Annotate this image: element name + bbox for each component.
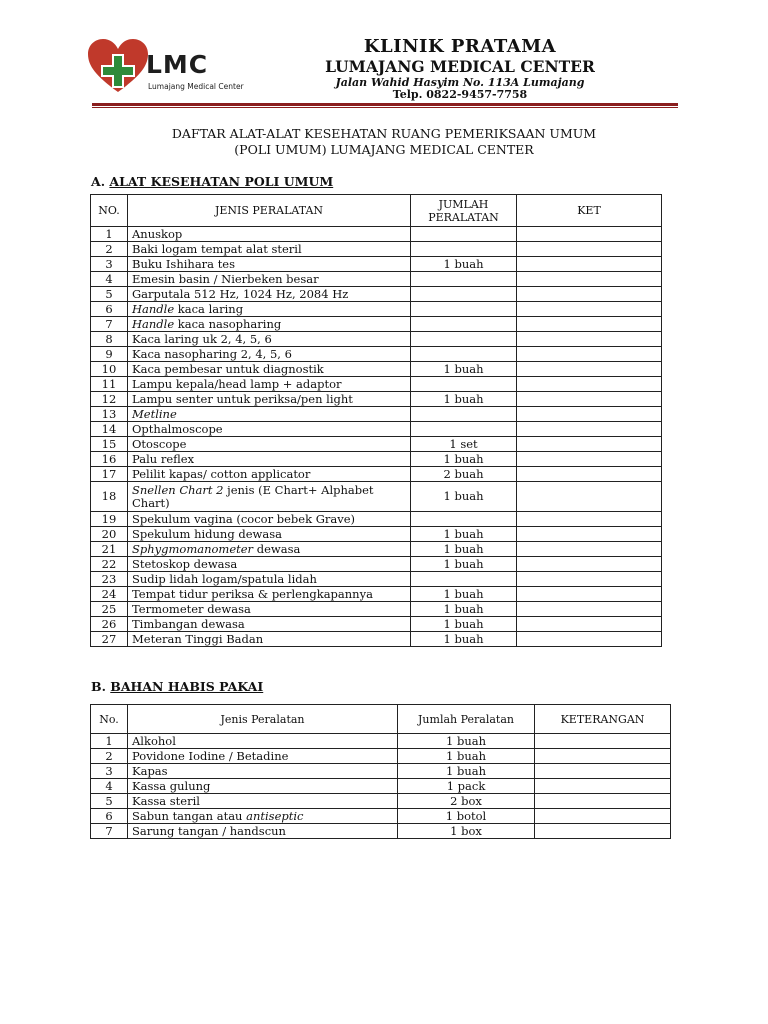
cell-ket bbox=[535, 794, 671, 809]
cell-no: 20 bbox=[91, 527, 128, 542]
cell-name bbox=[128, 332, 411, 347]
cell-name bbox=[128, 227, 411, 242]
cell-name bbox=[128, 734, 398, 749]
cell-no: 14 bbox=[91, 422, 128, 437]
cell-name bbox=[128, 377, 411, 392]
col-header-name: JENIS PERALATAN bbox=[128, 195, 411, 227]
clinic-address: Jalan Wahid Hasyim No. 113A Lumajang bbox=[335, 76, 585, 89]
table-row bbox=[91, 572, 662, 587]
section-a-prefix: A. bbox=[91, 174, 106, 189]
table-row bbox=[91, 392, 662, 407]
cell-no: 24 bbox=[91, 587, 128, 602]
cell-no: 7 bbox=[91, 824, 128, 839]
cell-name-text: Termometer dewasa bbox=[132, 601, 251, 616]
cell-name-text: Tempat tidur periksa & perlengkapannya bbox=[132, 586, 373, 601]
table-row bbox=[91, 347, 662, 362]
section-b-prefix: B. bbox=[91, 679, 106, 694]
cell-no: 3 bbox=[91, 257, 128, 272]
cell-no: 4 bbox=[91, 779, 128, 794]
cell-no: 1 bbox=[91, 227, 128, 242]
cell-name-italic: Sphygmomanometer bbox=[132, 541, 254, 556]
cell-name-text: Otoscope bbox=[132, 436, 187, 451]
cell-name-text: Sudip lidah logam/spatula lidah bbox=[132, 571, 317, 586]
table-row bbox=[91, 482, 662, 512]
cell-no: 18 bbox=[91, 482, 128, 512]
table-row bbox=[91, 809, 671, 824]
cell-name bbox=[128, 512, 411, 527]
cell-name bbox=[128, 602, 411, 617]
table-row bbox=[91, 734, 671, 749]
logo-subtitle: Lumajang Medical Center bbox=[148, 82, 244, 91]
cell-name-text: Pelilit kapas/ cotton applicator bbox=[132, 466, 311, 481]
cell-name-text: Kassa gulung bbox=[132, 778, 211, 793]
cell-name bbox=[128, 482, 411, 512]
cell-qty bbox=[411, 347, 517, 362]
cell-name bbox=[128, 764, 398, 779]
cell-name bbox=[128, 317, 411, 332]
table-row bbox=[91, 287, 662, 302]
cell-qty: 1 buah bbox=[411, 602, 517, 617]
cell-no: 16 bbox=[91, 452, 128, 467]
cell-qty: 1 buah bbox=[411, 392, 517, 407]
table-row bbox=[91, 824, 671, 839]
table-row bbox=[91, 377, 662, 392]
cell-qty: 1 buah bbox=[411, 482, 517, 512]
cell-qty: 2 box bbox=[398, 794, 535, 809]
clinic-phone: Telp. 0822-9457-7758 bbox=[392, 88, 528, 101]
cell-no: 26 bbox=[91, 617, 128, 632]
cell-name-italic: Handle bbox=[132, 316, 175, 331]
cell-qty bbox=[411, 512, 517, 527]
cell-ket bbox=[517, 557, 662, 572]
cell-ket bbox=[535, 764, 671, 779]
cell-ket bbox=[517, 467, 662, 482]
cell-ket bbox=[517, 392, 662, 407]
cell-name bbox=[128, 617, 411, 632]
cell-qty bbox=[411, 227, 517, 242]
cell-name-text: jenis (E Chart+ Alphabet Chart) bbox=[132, 482, 374, 510]
cell-name-text: Timbangan dewasa bbox=[132, 616, 245, 631]
cell-no: 19 bbox=[91, 512, 128, 527]
table-row bbox=[91, 617, 662, 632]
cell-name bbox=[128, 287, 411, 302]
cell-name bbox=[128, 347, 411, 362]
cell-no: 1 bbox=[91, 734, 128, 749]
cell-qty: 1 buah bbox=[411, 452, 517, 467]
cell-name bbox=[128, 572, 411, 587]
cell-qty bbox=[411, 317, 517, 332]
table-row bbox=[91, 257, 662, 272]
cell-qty: 1 pack bbox=[398, 779, 535, 794]
cell-ket bbox=[517, 617, 662, 632]
cell-name bbox=[128, 794, 398, 809]
table-row bbox=[91, 632, 662, 647]
cell-ket bbox=[535, 749, 671, 764]
table-row bbox=[91, 332, 662, 347]
cell-no: 13 bbox=[91, 407, 128, 422]
cell-ket bbox=[535, 809, 671, 824]
col-header-qty: JUMLAH PERALATAN bbox=[411, 195, 517, 227]
table-row bbox=[91, 242, 662, 257]
cell-name bbox=[128, 242, 411, 257]
heart-cross-icon bbox=[86, 38, 150, 96]
cell-no: 11 bbox=[91, 377, 128, 392]
cell-name-text: Baki logam tempat alat steril bbox=[132, 241, 302, 256]
cell-name bbox=[128, 452, 411, 467]
cell-name-text: Opthalmoscope bbox=[132, 421, 223, 436]
cell-name-text: Kaca laring uk 2, 4, 5, 6 bbox=[132, 331, 272, 346]
cell-name-text: Spekulum hidung dewasa bbox=[132, 526, 282, 541]
cell-name-italic: Handle bbox=[132, 301, 175, 316]
cell-name-text: Kapas bbox=[132, 763, 168, 778]
cell-ket bbox=[517, 242, 662, 257]
cell-name bbox=[128, 809, 398, 824]
table-row bbox=[91, 452, 662, 467]
col-header-no: NO. bbox=[91, 195, 128, 227]
cell-name bbox=[128, 779, 398, 794]
cell-name-text: Sarung tangan / handscun bbox=[132, 823, 286, 838]
cell-qty bbox=[411, 242, 517, 257]
logo-text: LMC bbox=[146, 50, 209, 79]
cell-no: 23 bbox=[91, 572, 128, 587]
equipment-table bbox=[90, 194, 662, 647]
table-row bbox=[91, 422, 662, 437]
section-b-heading bbox=[91, 679, 263, 694]
cell-no: 25 bbox=[91, 602, 128, 617]
table-row bbox=[91, 779, 671, 794]
cell-name bbox=[128, 302, 411, 317]
cell-name bbox=[128, 422, 411, 437]
cell-name-text: Buku Ishihara tes bbox=[132, 256, 236, 271]
cell-name bbox=[128, 632, 411, 647]
cell-qty: 1 buah bbox=[411, 617, 517, 632]
cell-ket bbox=[517, 632, 662, 647]
cell-ket bbox=[517, 257, 662, 272]
cell-ket bbox=[517, 437, 662, 452]
cell-name bbox=[128, 467, 411, 482]
cell-name-italic: Snellen Chart 2 bbox=[132, 482, 224, 497]
cell-qty bbox=[411, 407, 517, 422]
cell-no: 9 bbox=[91, 347, 128, 362]
cell-qty bbox=[411, 287, 517, 302]
cell-name bbox=[128, 257, 411, 272]
cell-no: 2 bbox=[91, 242, 128, 257]
cell-name-text: Spekulum vagina (cocor bebek Grave) bbox=[132, 511, 356, 526]
cell-no: 12 bbox=[91, 392, 128, 407]
cell-name-text: dewasa bbox=[253, 541, 301, 556]
cell-no: 21 bbox=[91, 542, 128, 557]
cell-no: 17 bbox=[91, 467, 128, 482]
cell-name bbox=[128, 437, 411, 452]
cell-no: 7 bbox=[91, 317, 128, 332]
table-row bbox=[91, 764, 671, 779]
cell-name-text: Kaca nasopharing 2, 4, 5, 6 bbox=[132, 346, 292, 361]
table-row bbox=[91, 272, 662, 287]
cell-name-text: Palu reflex bbox=[132, 451, 195, 466]
cell-no: 8 bbox=[91, 332, 128, 347]
cell-name-text: Stetoskop dewasa bbox=[132, 556, 238, 571]
cell-name-text: Alkohol bbox=[132, 733, 176, 748]
cell-ket bbox=[517, 512, 662, 527]
cell-qty: 1 buah bbox=[411, 257, 517, 272]
cell-ket bbox=[517, 452, 662, 467]
cell-ket bbox=[517, 362, 662, 377]
cell-qty: 1 buah bbox=[398, 734, 535, 749]
table-row bbox=[91, 362, 662, 377]
cell-no: 10 bbox=[91, 362, 128, 377]
cell-qty: 1 box bbox=[398, 824, 535, 839]
cell-name-text: kaca nasopharing bbox=[174, 316, 282, 331]
cell-qty: 1 buah bbox=[411, 542, 517, 557]
cell-no: 3 bbox=[91, 764, 128, 779]
section-a-title: ALAT KESEHATAN POLI UMUM bbox=[109, 174, 334, 189]
cell-ket bbox=[517, 602, 662, 617]
cell-no: 22 bbox=[91, 557, 128, 572]
cell-no: 6 bbox=[91, 302, 128, 317]
document-title-line1: DAFTAR ALAT-ALAT KESEHATAN RUANG PEMERIKSAAN UMUM bbox=[171, 126, 597, 141]
cell-no: 27 bbox=[91, 632, 128, 647]
cell-qty: 1 buah bbox=[398, 749, 535, 764]
cell-name bbox=[128, 557, 411, 572]
clinic-logo bbox=[86, 38, 246, 96]
section-b-title: BAHAN HABIS PAKAI bbox=[110, 679, 264, 694]
table-row bbox=[91, 302, 662, 317]
col-header-ket: KET bbox=[517, 195, 662, 227]
table-row bbox=[91, 527, 662, 542]
col-header-qty: Jumlah Peralatan bbox=[398, 705, 535, 734]
cell-ket bbox=[517, 422, 662, 437]
cell-no: 2 bbox=[91, 749, 128, 764]
cell-qty: 1 buah bbox=[411, 362, 517, 377]
table-row bbox=[91, 749, 671, 764]
clinic-name: LUMAJANG MEDICAL CENTER bbox=[325, 57, 595, 76]
cell-name-text: Garputala 512 Hz, 1024 Hz, 2084 Hz bbox=[132, 286, 349, 301]
cell-ket bbox=[517, 317, 662, 332]
equipment-table-body bbox=[91, 227, 662, 647]
cell-name-text: Lampu senter untuk periksa/pen light bbox=[132, 391, 353, 406]
cell-qty: 1 buah bbox=[411, 527, 517, 542]
table-row bbox=[91, 407, 662, 422]
cell-ket bbox=[517, 377, 662, 392]
table-row bbox=[91, 227, 662, 242]
table-row bbox=[91, 794, 671, 809]
cell-ket bbox=[517, 287, 662, 302]
table-row bbox=[91, 467, 662, 482]
table-header-row bbox=[91, 195, 662, 227]
cell-qty: 1 set bbox=[411, 437, 517, 452]
cell-qty: 2 buah bbox=[411, 467, 517, 482]
cell-qty: 1 buah bbox=[398, 764, 535, 779]
cell-name bbox=[128, 407, 411, 422]
cell-qty: 1 buah bbox=[411, 587, 517, 602]
cell-qty bbox=[411, 272, 517, 287]
cell-name-text: Anuskop bbox=[132, 226, 183, 241]
cell-name-text: Emesin basin / Nierbeken besar bbox=[132, 271, 319, 286]
cell-no: 15 bbox=[91, 437, 128, 452]
col-header-ket: KETERANGAN bbox=[535, 705, 671, 734]
cell-ket bbox=[535, 734, 671, 749]
cell-no: 5 bbox=[91, 794, 128, 809]
cell-ket bbox=[517, 272, 662, 287]
table-header-row bbox=[91, 705, 671, 734]
cell-no: 5 bbox=[91, 287, 128, 302]
table-row bbox=[91, 602, 662, 617]
table-row bbox=[91, 512, 662, 527]
cell-name bbox=[128, 587, 411, 602]
cell-name-text: Meteran Tinggi Badan bbox=[132, 631, 264, 646]
section-a-heading bbox=[91, 174, 333, 189]
header-rule-thick bbox=[92, 103, 678, 106]
table-row bbox=[91, 317, 662, 332]
cell-ket bbox=[517, 227, 662, 242]
cell-ket bbox=[535, 779, 671, 794]
cell-ket bbox=[517, 527, 662, 542]
table-row bbox=[91, 587, 662, 602]
cell-name-italic: antiseptic bbox=[246, 808, 304, 823]
cell-qty bbox=[411, 332, 517, 347]
document-title-line2: (POLI UMUM) LUMAJANG MEDICAL CENTER bbox=[234, 142, 534, 157]
cell-ket bbox=[517, 542, 662, 557]
cell-name bbox=[128, 392, 411, 407]
cell-qty: 1 botol bbox=[398, 809, 535, 824]
cell-qty bbox=[411, 572, 517, 587]
cell-ket bbox=[517, 347, 662, 362]
clinic-type: KLINIK PRATAMA bbox=[363, 36, 557, 57]
cell-name-italic: Metline bbox=[132, 406, 177, 421]
cell-name bbox=[128, 527, 411, 542]
cell-qty: 1 buah bbox=[411, 557, 517, 572]
cell-qty: 1 buah bbox=[411, 632, 517, 647]
cell-name bbox=[128, 749, 398, 764]
consumables-table bbox=[90, 704, 671, 839]
cell-ket bbox=[517, 302, 662, 317]
table-row bbox=[91, 437, 662, 452]
cell-name-text: Kaca pembesar untuk diagnostik bbox=[132, 361, 324, 376]
cell-name-text: Lampu kepala/head lamp + adaptor bbox=[132, 376, 342, 391]
cell-no: 4 bbox=[91, 272, 128, 287]
cell-ket bbox=[517, 572, 662, 587]
table-row bbox=[91, 557, 662, 572]
cell-name bbox=[128, 824, 398, 839]
cell-ket bbox=[535, 824, 671, 839]
cell-qty bbox=[411, 302, 517, 317]
col-header-no: No. bbox=[91, 705, 128, 734]
cell-name bbox=[128, 272, 411, 287]
cell-qty bbox=[411, 377, 517, 392]
cell-name-text: Kassa steril bbox=[132, 793, 200, 808]
cell-ket bbox=[517, 407, 662, 422]
cell-ket bbox=[517, 482, 662, 512]
cell-name-text: Povidone Iodine / Betadine bbox=[132, 748, 289, 763]
cell-name-text: kaca laring bbox=[174, 301, 244, 316]
cell-no: 6 bbox=[91, 809, 128, 824]
consumables-table-body bbox=[91, 734, 671, 839]
cell-name bbox=[128, 542, 411, 557]
header-rule-thin bbox=[92, 107, 678, 108]
cell-ket bbox=[517, 587, 662, 602]
table-row bbox=[91, 542, 662, 557]
col-header-name: Jenis Peralatan bbox=[128, 705, 398, 734]
cell-ket bbox=[517, 332, 662, 347]
cell-qty bbox=[411, 422, 517, 437]
cell-name-text: Sabun tangan atau bbox=[132, 808, 247, 823]
cell-name bbox=[128, 362, 411, 377]
